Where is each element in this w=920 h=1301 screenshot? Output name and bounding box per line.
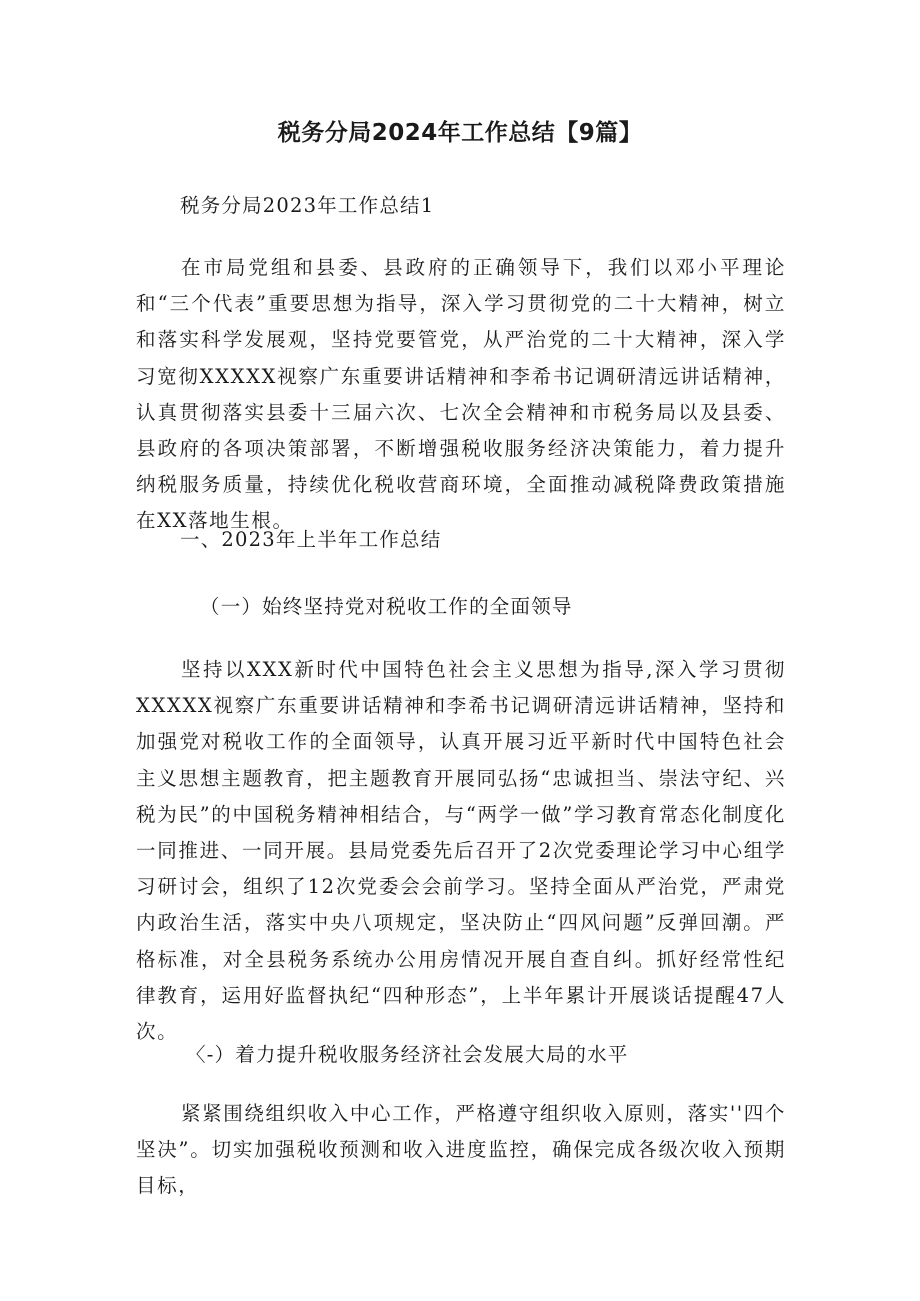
part-one-heading: 一、2023年上半年工作总结	[180, 528, 442, 551]
document-title: 税务分局2024年工作总结【9篇】	[277, 120, 643, 146]
paragraph-2: 紧紧围绕组织收入中心工作，严格遵守组织收入原则，落实''四个坚决”。切实加强税收预测和收入进度监控，确保完成各级次收入预期目标，	[136, 1102, 786, 1198]
sub-heading-1: （一）始终坚持党对税收工作的全面领导	[200, 595, 573, 618]
sub-heading-2: 〈-）着力提升税收服务经济社会发展大局的水平	[186, 1043, 629, 1066]
section-heading: 税务分局2023年工作总结1	[180, 194, 435, 217]
paragraph-1: 坚持以XXX新时代中国特色社会主义思想为指导,深入学习贯彻XXXXX视察广东重要讲话精神和李希书记调研清远讲话精神，坚持和加强党对税收工作的全面领导，认真开展习近平新时代中国特色社会主义思想主题教育，把主题教育开展同弘扬“忠诚担当、崇法守纪、兴税为民”的中国税务精神相结合，与“两学一做”学习教育常态化制度化一同推进、一同开展。县局党委先后召开了2次党委理论学习中心组学习研讨会，组织了12次党委会会前学习。坚持全面从严治党，严肃党内政治生活，落实中央八项规定，坚决防止“四风问题”反弹回潮。严格标准，对全县税务系统办公用房情况开展自查自纠。抓好经常性纪律教育，运用好监督执纪“四种形态”，上半年累计开展谈话提醒47人次。	[136, 658, 786, 1044]
intro-paragraph: 在市局党组和县委、县政府的正确领导下，我们以邓小平理论和“三个代表”重要思想为指导，深入学习贯彻党的二十大精神，树立和落实科学发展观，坚持党要管党，从严治党的二十大精神，深入学习宽彻XXXXX视察广东重要讲话精神和李希书记调研清远讲话精神，认真贯彻落实县委十三届六次、七次全会精神和市税务局以及县委、县政府的各项决策部署，不断增强税收服务经济决策能力，着力提升纳税服务质量，持续优化税收营商环境，全面推动减税降费政策措施在XX落地生根。	[136, 256, 786, 533]
